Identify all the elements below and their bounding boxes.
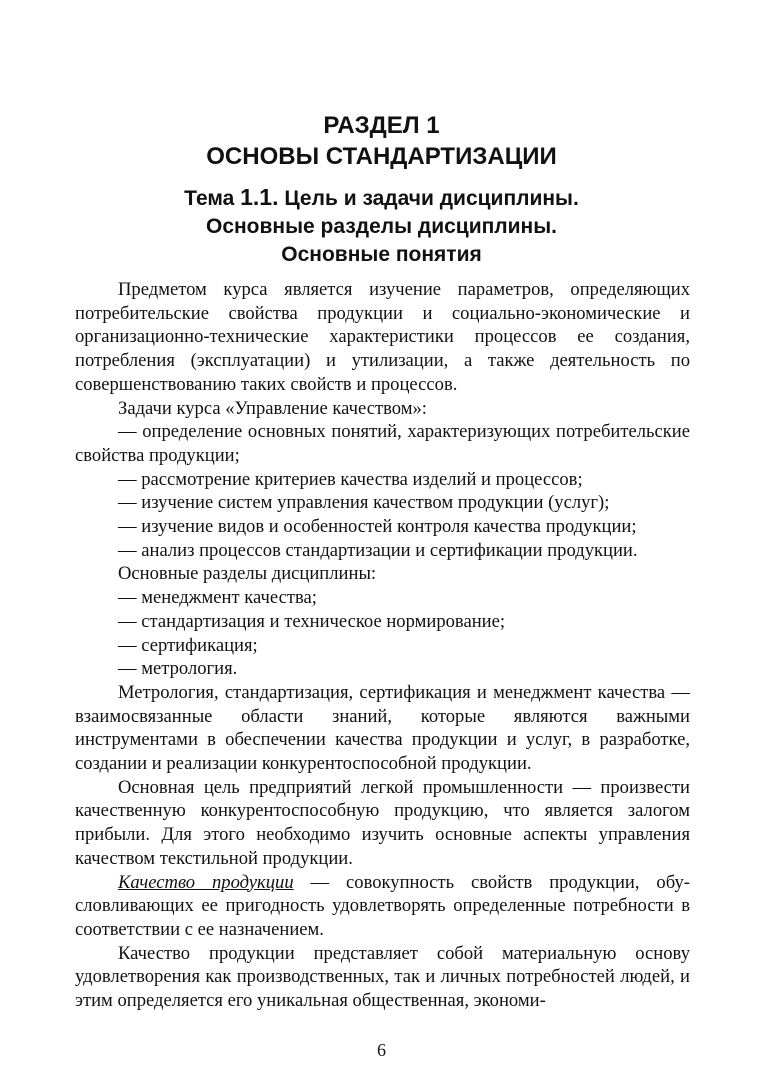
- list-item: — сертификация;: [118, 634, 258, 656]
- topic-title-line-2: Основные разделы дисциплины.: [205, 215, 557, 238]
- list-item: — анализ процессов стандартизации и сертификации продукции.: [118, 539, 638, 561]
- list-item: — определение основных понятий, характеризующих потребительские свойства продукции;: [75, 421, 690, 466]
- paragraph: Предметом курса является изучение параметров, определяющих потребительские свойства продукции и социально-экономические и организационно-технические характеристики процессов ее создания, потребления (эксплуатации) и утилизации, а также деятельность по совершенствованию таких свойств и процессов.: [75, 279, 690, 395]
- topic-title: [0, 183, 763, 269]
- definition-paragraph: [75, 871, 690, 942]
- body-text: [75, 278, 690, 1013]
- topic-title-rest: Цель и задачи дисциплины.: [278, 187, 579, 210]
- section-name: ОСНОВЫ СТАНДАРТИЗАЦИИ: [206, 143, 557, 170]
- topic-prefix: Тема: [184, 187, 241, 210]
- paragraph: Основные разделы дисциплины:: [118, 563, 377, 585]
- topic-number: 1.1.: [240, 184, 279, 210]
- paragraph: Задачи курса «Управление качеством»:: [118, 397, 427, 419]
- topic-title-line-3: Основные понятия: [281, 243, 482, 266]
- list-item: — метрология.: [118, 658, 238, 680]
- list-item: — менеджмент качества;: [118, 587, 317, 609]
- paragraph: Качество продукции представляет собой материальную основу удовлетворения как производственных, так и личных потребностей людей, и этим определяется его уникальная общественная, экономи-: [75, 942, 690, 1012]
- list-item: — изучение систем управления качеством продукции (услуг);: [118, 492, 610, 514]
- paragraph: Метрология, стандартизация, сертификация и менеджмент качества — взаимосвязанные области знаний, которые являются важными инструментами в обеспечении качества продукции и услуг, в разработке, создании и реализации конкурентоспособной продукции.: [75, 681, 690, 775]
- paragraph: Основная цель предприятий легкой промышленности — произвести качественную конкурентоспособную продукцию, что является залогом прибыли. Для этого необходимо изучить основные аспекты управления качеством текстильной продукции.: [75, 776, 690, 869]
- section-number: РАЗДЕЛ 1: [323, 112, 440, 139]
- list-item: — рассмотрение критериев качества изделий и процессов;: [118, 468, 583, 490]
- list-item: — изучение видов и особенностей контроля качества продукции;: [118, 516, 637, 538]
- list-item: — стандартизация и техническое нормирование;: [118, 610, 506, 632]
- defined-term: Качество продукции: [118, 871, 294, 893]
- section-title: [0, 110, 763, 172]
- page-number: 6: [377, 1040, 386, 1060]
- definition-text: — совокупность свойств продукции, обусловливающих ее пригодность удовлетворять определенные потребности в соответствии с ее назначением.: [75, 871, 690, 940]
- topic-title-line-1: [0, 183, 763, 213]
